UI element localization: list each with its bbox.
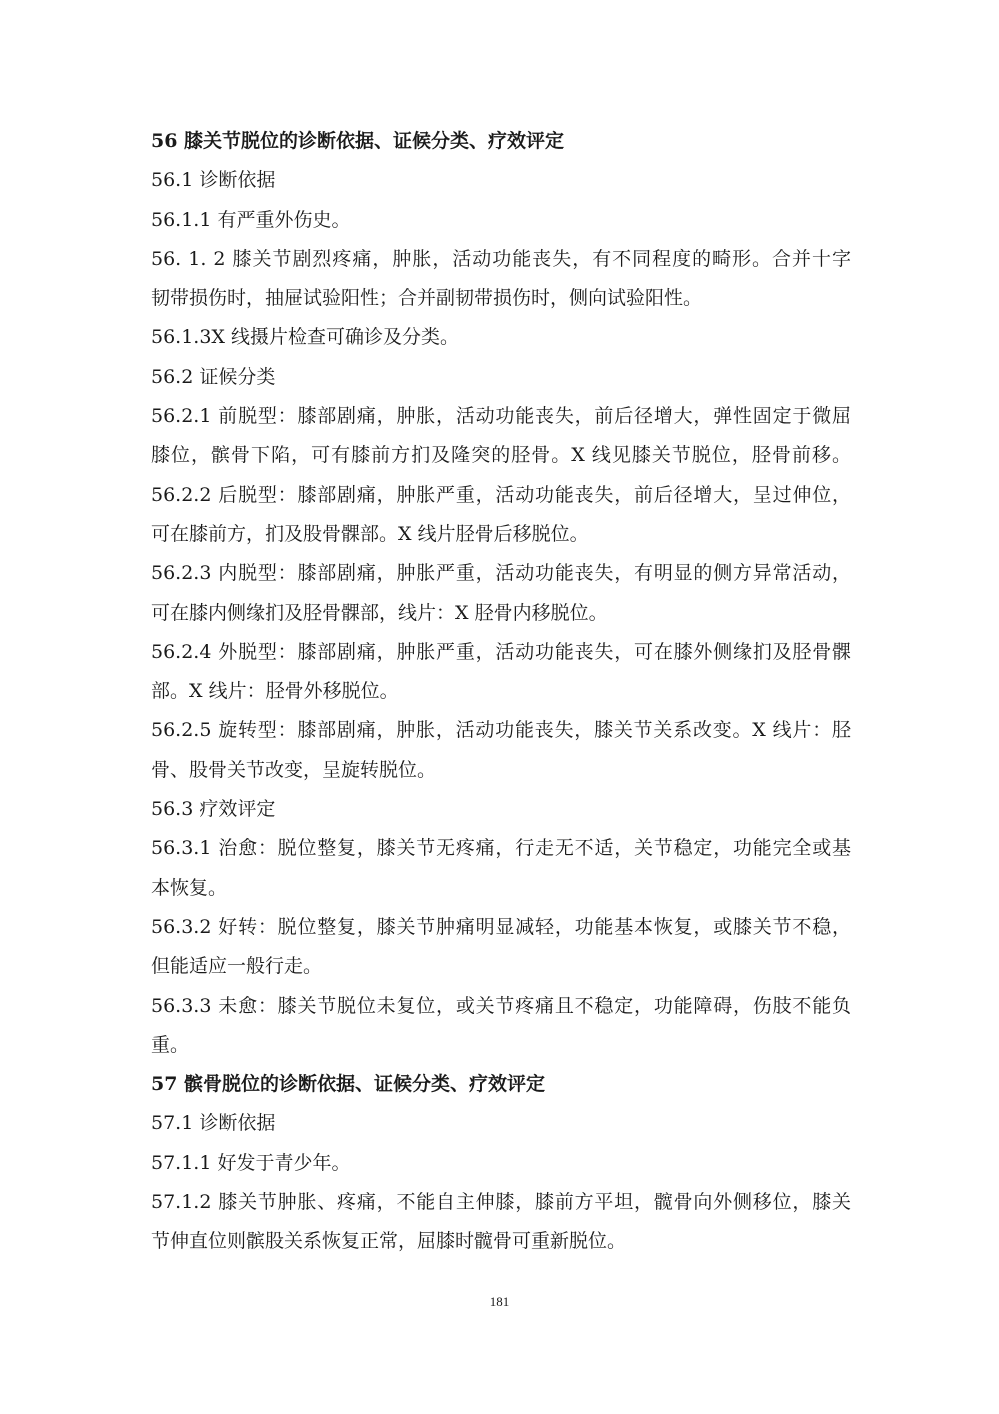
text-line: 56.2.2 后脱型：膝部剧痛，肿胀严重，活动功能丧失，前后径增大，呈过伸位，: [151, 483, 851, 506]
text-line: 56.2.1 前脱型：膝部剧痛，肿胀，活动功能丧失，前后径增大，弹性固定于微屈: [151, 405, 851, 428]
text-line: 骨、股骨关节改变，呈旋转脱位。: [151, 758, 437, 781]
page-number: 181: [489, 1294, 510, 1309]
text-line: 膝位，髌骨下陷，可有膝前方扪及隆突的胫骨。X 线见膝关节脱位，胫骨前移。: [151, 444, 851, 467]
text-line: 56.3.1 治愈：脱位整复，膝关节无疼痛，行走无不适，关节稳定，功能完全或基: [151, 837, 851, 860]
text-line: 56.2 证候分类: [151, 365, 276, 388]
text-line: 重。: [151, 1033, 190, 1056]
section-heading: 56 膝关节脱位的诊断依据、证候分类、疗效评定: [151, 130, 565, 152]
document-body: [151, 122, 851, 1262]
text-line: 56.1.1 有严重外伤史。: [151, 208, 351, 231]
text-line: 56.3.2 好转：脱位整复，膝关节肿痛明显减轻，功能基本恢复，或膝关节不稳，: [151, 915, 851, 938]
text-line: 56.1 诊断依据: [151, 169, 276, 192]
text-line: 56. 1. 2 膝关节剧烈疼痛，肿胀，活动功能丧失，有不同程度的畸形。合并十字: [151, 247, 851, 270]
text-line: 可在膝前方，扪及股骨髁部。X 线片胫骨后移脱位。: [151, 522, 589, 545]
text-line: 57.1 诊断依据: [151, 1112, 276, 1135]
text-line: 可在膝内侧缘扪及胫骨髁部，线片：X 胫骨内移脱位。: [151, 601, 608, 624]
text-line: 但能适应一般行走。: [151, 955, 323, 978]
text-line: 57.1.2 膝关节肿胀、疼痛，不能自主伸膝，膝前方平坦，髋骨向外侧移位，膝关: [151, 1191, 851, 1214]
text-line: 56.1.3X 线摄片检查可确诊及分类。: [151, 326, 459, 349]
text-line: 56.2.3 内脱型：膝部剧痛，肿胀严重，活动功能丧失，有明显的侧方异常活动，: [151, 562, 851, 585]
text-line: 部。X 线片：胫骨外移脱位。: [151, 680, 399, 703]
section-heading: 57 髌骨脱位的诊断依据、证候分类、疗效评定: [151, 1073, 546, 1096]
text-line: 本恢复。: [151, 876, 228, 899]
text-line: 韧带损伤时，抽屉试验阳性；合并副韧带损伤时，侧向试验阳性。: [151, 287, 703, 310]
text-line: 56.3 疗效评定: [151, 798, 276, 821]
text-line: 节伸直位则髌股关系恢复正常，屈膝时髋骨可重新脱位。: [151, 1230, 627, 1253]
text-line: 57.1.1 好发于青少年。: [151, 1151, 351, 1174]
text-line: 56.3.3 未愈：膝关节脱位未复位，或关节疼痛且不稳定，功能障碍，伤肢不能负: [151, 994, 851, 1017]
text-line: 56.2.5 旋转型：膝部剧痛，肿胀，活动功能丧失，膝关节关系改变。X 线片：胫: [151, 719, 851, 742]
text-line: 56.2.4 外脱型：膝部剧痛，肿胀严重，活动功能丧失，可在膝外侧缘扪及胫骨髁: [151, 640, 851, 663]
